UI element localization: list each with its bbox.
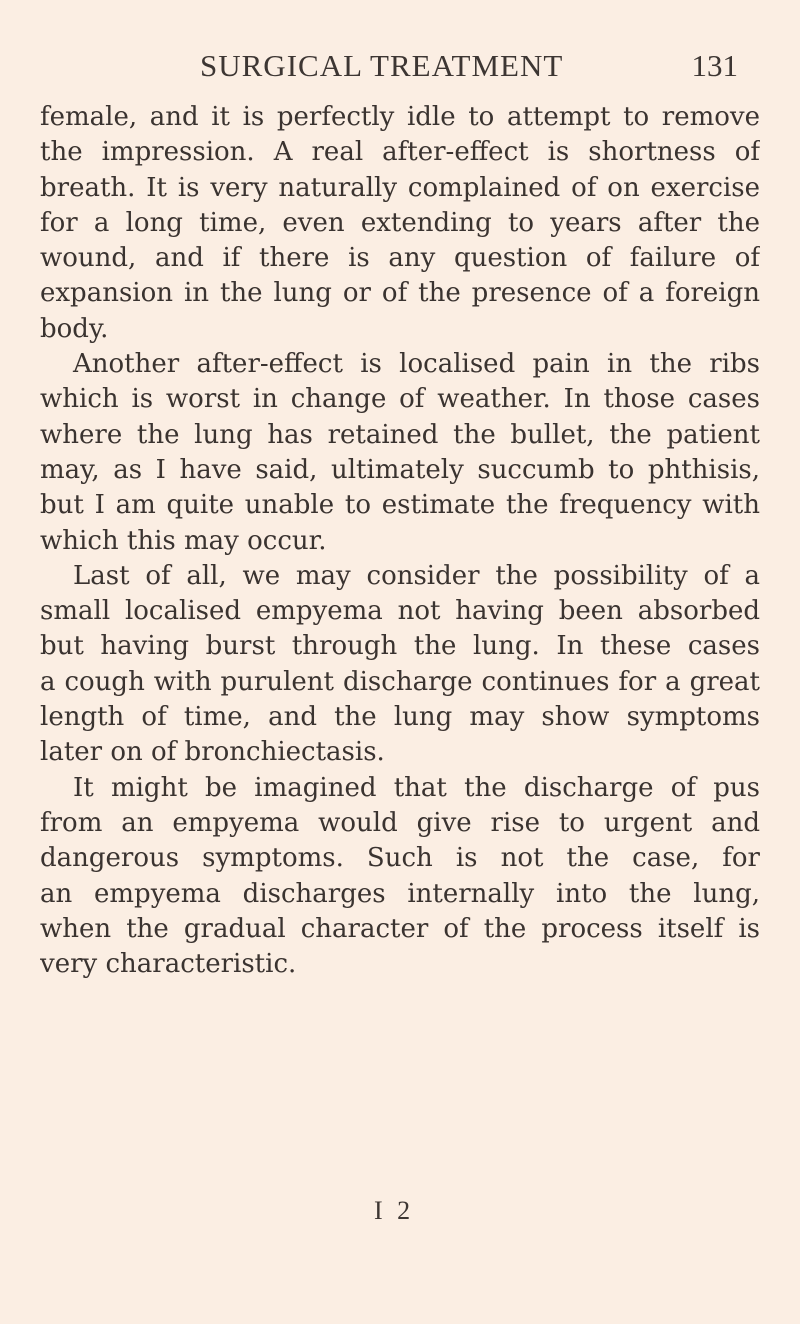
text-line: Another after-effect is localised pain in the ribs [73,349,760,380]
page-number: 131 [691,48,738,83]
text-line: but having burst through the lung. In these cases [40,631,760,662]
text-line: a cough with purulent discharge continues for a great [40,666,760,697]
text-line: dangerous symptoms. Such is not the case, for [40,843,760,874]
text-line: but I am quite unable to estimate the frequency with [40,490,760,521]
text-line: when the gradual character of the process itself is [40,913,760,944]
text-line: It might be imagined that the discharge of pus [73,772,760,803]
text-line: length of time, and the lung may show symptoms [40,702,760,733]
text-line: from an empyema would give rise to urgent and [40,807,760,838]
text-line: may, as I have said, ultimately succumb to phthisis, [40,454,760,485]
text-line: wound, and if there is any question of failure of [40,243,760,274]
body-text [40,100,760,982]
text-line: small localised empyema not having been absorbed [40,596,760,627]
text-line: which this may occur. [40,525,327,556]
paragraph-2 [40,347,760,559]
text-line: breath. It is very naturally complained of on exercise [40,172,760,203]
text-line: an empyema discharges internally into the lung, [40,878,760,909]
paragraph-4 [40,771,760,983]
paragraph-3 [40,559,760,771]
text-line: very characteristic. [40,949,297,980]
signature-mark: I 2 [374,1196,415,1225]
text-line: Last of all, we may consider the possibility of a [73,560,760,591]
text-line: for a long time, even extending to years after the [40,207,760,238]
text-line: female, and it is perfectly idle to attempt to remove [40,102,760,132]
paragraph-1 [40,100,760,347]
text-line: where the lung has retained the bullet, the patient [40,419,760,450]
text-line: body. [40,313,109,344]
text-line: the impression. A real after-effect is shortness of [40,137,760,168]
text-line: which is worst in change of weather. In those cases [40,384,760,415]
text-line: expansion in the lung or of the presence of a foreign [40,278,760,309]
text-line: later on of bronchiectasis. [40,737,385,768]
running-head-title: SURGICAL TREATMENT [200,48,564,83]
